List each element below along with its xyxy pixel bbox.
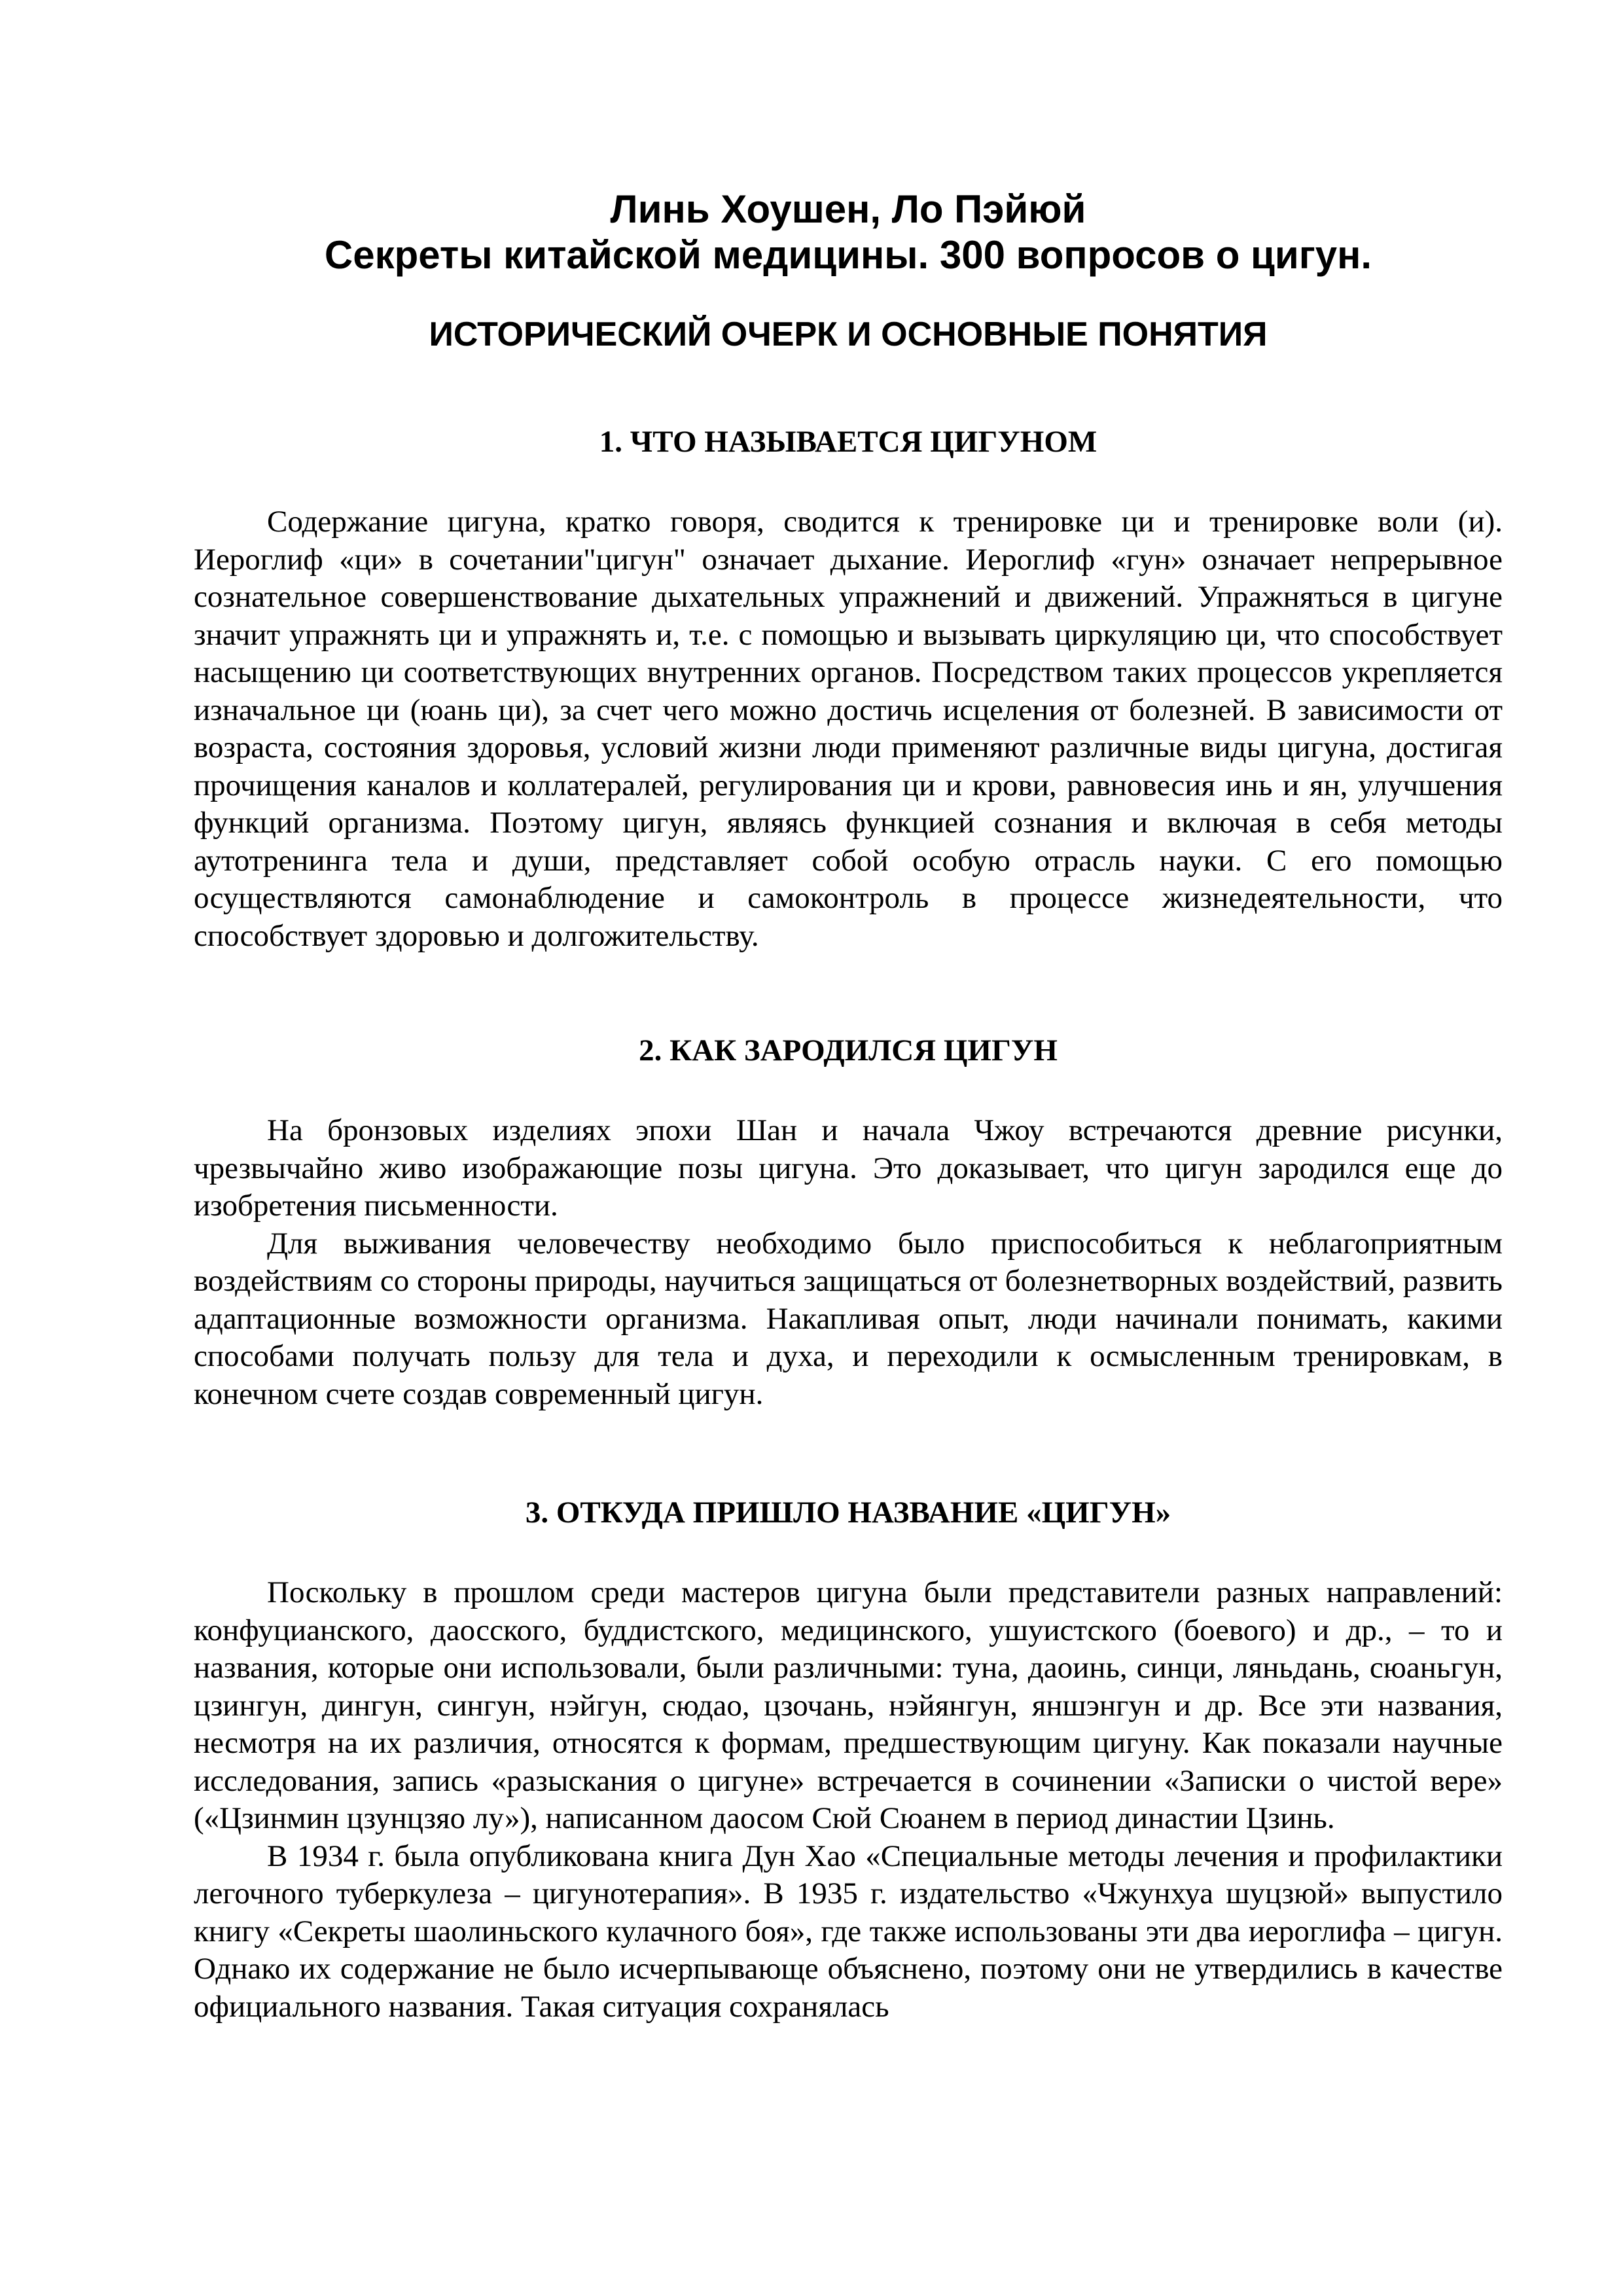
section-heading: 1. ЧТО НАЗЫВАЕТСЯ ЦИГУНОМ xyxy=(599,425,1097,459)
part-title: ИСТОРИЧЕСКИЙ ОЧЕРК И ОСНОВНЫЕ ПОНЯТИЯ xyxy=(429,315,1268,353)
book-title: Секреты китайской медицины. 300 вопросов о цигун. xyxy=(324,233,1372,277)
paragraph: На бронзовых изделиях эпохи Шан и начала Чжоу встречаются древние рисунки, чрезвычайно живо изображающие позы цигуна. Это доказывает, что цигун зародился еще до изобретения письменности. xyxy=(194,1113,1503,1223)
document-page xyxy=(194,187,1503,2026)
paragraph: Для выживания человечеству необходимо было приспособиться к неблагоприятным воздействиям со стороны природы, научиться защищаться от болезнетворных воздействий, развить адаптационные возможности организма. Накапливая опыт, люди начинали понимать, какими способами получать пользу для тела и духа, и переходили к осмысленным тренировкам, в конечном счете создав современный цигун. xyxy=(194,1226,1503,1411)
section-what-is-qigong xyxy=(194,423,1503,955)
paragraph: Поскольку в прошлом среди мастеров цигуна были представители разных направлений: конфуцианского, даосского, буддистского, медицинского, ушуистского (боевого) и др., – то и названия, которые они использовали, были различными: туна, даоинь, синци, ляньдань, сюаньгун, цзингун, дингун, сингун, нэйгун, сюдао, цзочань, нэйянгун, яншэнгун и др. Все эти названия, несмотря на их различия, относятся к формам, предшествующим цигуну. Как показали научные исследования, запись «разыскания о цигуне» встречается в сочинении «Записки о чистой вере» («Цзинмин цзунцзяо лу»), написанном даосом Сюй Сюанем в период династии Цзинь. xyxy=(194,1575,1503,1835)
paragraph: В 1934 г. была опубликована книга Дун Хао «Специальные методы лечения и профилактики легочного туберкулеза – цигунотерапия». В 1935 г. издательство «Чжунхуа шуцзюй» выпустило книгу «Секреты шаолиньского кулачного боя», где также использованы эти два иероглифа – цигун. Однако их содержание не было исчерпывающе объяснено, поэтому они не утвердились в качестве официального названия. Такая ситуация сохранялась xyxy=(194,1839,1503,2024)
section-origin-of-qigong xyxy=(194,1032,1503,1413)
section-name-origin xyxy=(194,1494,1503,2026)
section-heading: 2. КАК ЗАРОДИЛСЯ ЦИГУН xyxy=(639,1033,1058,1067)
book-author: Линь Хоушен, Ло Пэйюй xyxy=(610,187,1086,231)
paragraph: Содержание цигуна, кратко говоря, сводится к тренировке ци и тренировке воли (и). Иероглиф «ци» в сочетании"цигун" означает дыхание. Иероглиф «гун» означает непрерывное сознательное совершенствование дыхательных упражнений и движений. Упражняться в цигуне значит упражнять ци и упражнять и, т.е. с помощью и вызывать циркуляцию ци, что способствует насыщению ци соответствующих внутренних органов. Посредством таких процессов укрепляется изначальное ци (юань ци), за счет чего можно достичь исцеления от болезней. В зависимости от возраста, состояния здоровья, условий жизни люди применяют различные виды цигуна, достигая прочищения каналов и коллатералей, регулирования ци и крови, равновесия инь и ян, улучшения функций организма. Поэтому цигун, являясь функцией сознания и включая в себя методы аутотренинга тела и души, представляет собой особую отрасль науки. С его помощью осуществляются самонаблюдение и самоконтроль в процессе жизнедеятельности, что способствует здоровью и долгожительству. xyxy=(194,505,1503,953)
section-heading: 3. ОТКУДА ПРИШЛО НАЗВАНИЕ «ЦИГУН» xyxy=(525,1496,1171,1530)
